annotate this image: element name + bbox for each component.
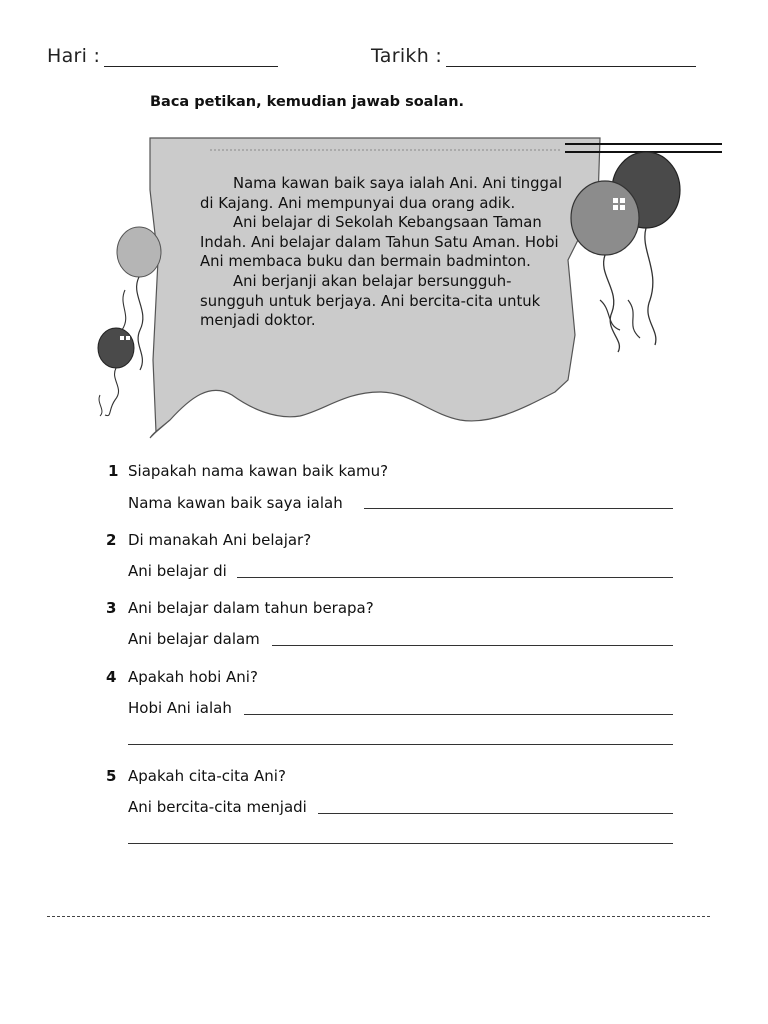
question-2-text: Di manakah Ani belajar? [128,531,312,549]
cut-line-divider [47,916,710,917]
balloon-medium-icon [571,181,639,352]
passage [200,174,565,331]
question-3-text: Ani belajar dalam tahun berapa? [128,599,374,617]
answer-5-line[interactable] [318,813,673,814]
passage-paragraph-2: Ani belajar di Sekolah Kebangsaan Taman Indah. Ani belajar dalam Tahun Satu Aman. Hobi Ani membaca buku dan bermain badminton. [200,214,559,271]
answer-2-line[interactable] [237,577,673,578]
answer-5-line-2[interactable] [128,843,673,844]
question-5-number: 5 [106,767,117,785]
question-3-number: 3 [106,599,117,617]
question-4-number: 4 [106,668,117,686]
answer-1-line[interactable] [364,508,673,509]
question-1-text: Siapakah nama kawan baik kamu? [128,462,389,480]
question-2-number: 2 [106,531,117,549]
answer-4-line[interactable] [244,714,673,715]
answer-5-prefix: Ani bercita-cita menjadi [128,798,307,816]
answer-3-prefix: Ani belajar dalam [128,630,260,648]
answer-4-prefix: Hobi Ani ialah [128,699,232,717]
day-label: Hari : [47,45,101,67]
passage-paragraph-1: Nama kawan baik saya ialah Ani. Ani tinggal di Kajang. Ani mempunyai dua orang adik. [200,175,563,212]
passage-paragraph-3: Ani berjanji akan belajar bersungguh-sungguh untuk berjaya. Ani bercita-cita untuk menjadi doktor. [200,272,541,330]
instruction-text: Baca petikan, kemudian jawab soalan. [150,94,465,110]
answer-1-prefix: Nama kawan baik saya ialah [128,494,343,512]
question-4-text: Apakah hobi Ani? [128,668,258,686]
answer-2-prefix: Ani belajar di [128,562,227,580]
answer-3-line[interactable] [272,645,673,646]
question-1-number: 1 [108,462,119,480]
question-5-text: Apakah cita-cita Ani? [128,767,286,785]
balloon-small-dark-icon [98,328,134,416]
date-label: Tarikh : [371,45,443,67]
answer-4-line-2[interactable] [128,744,673,745]
